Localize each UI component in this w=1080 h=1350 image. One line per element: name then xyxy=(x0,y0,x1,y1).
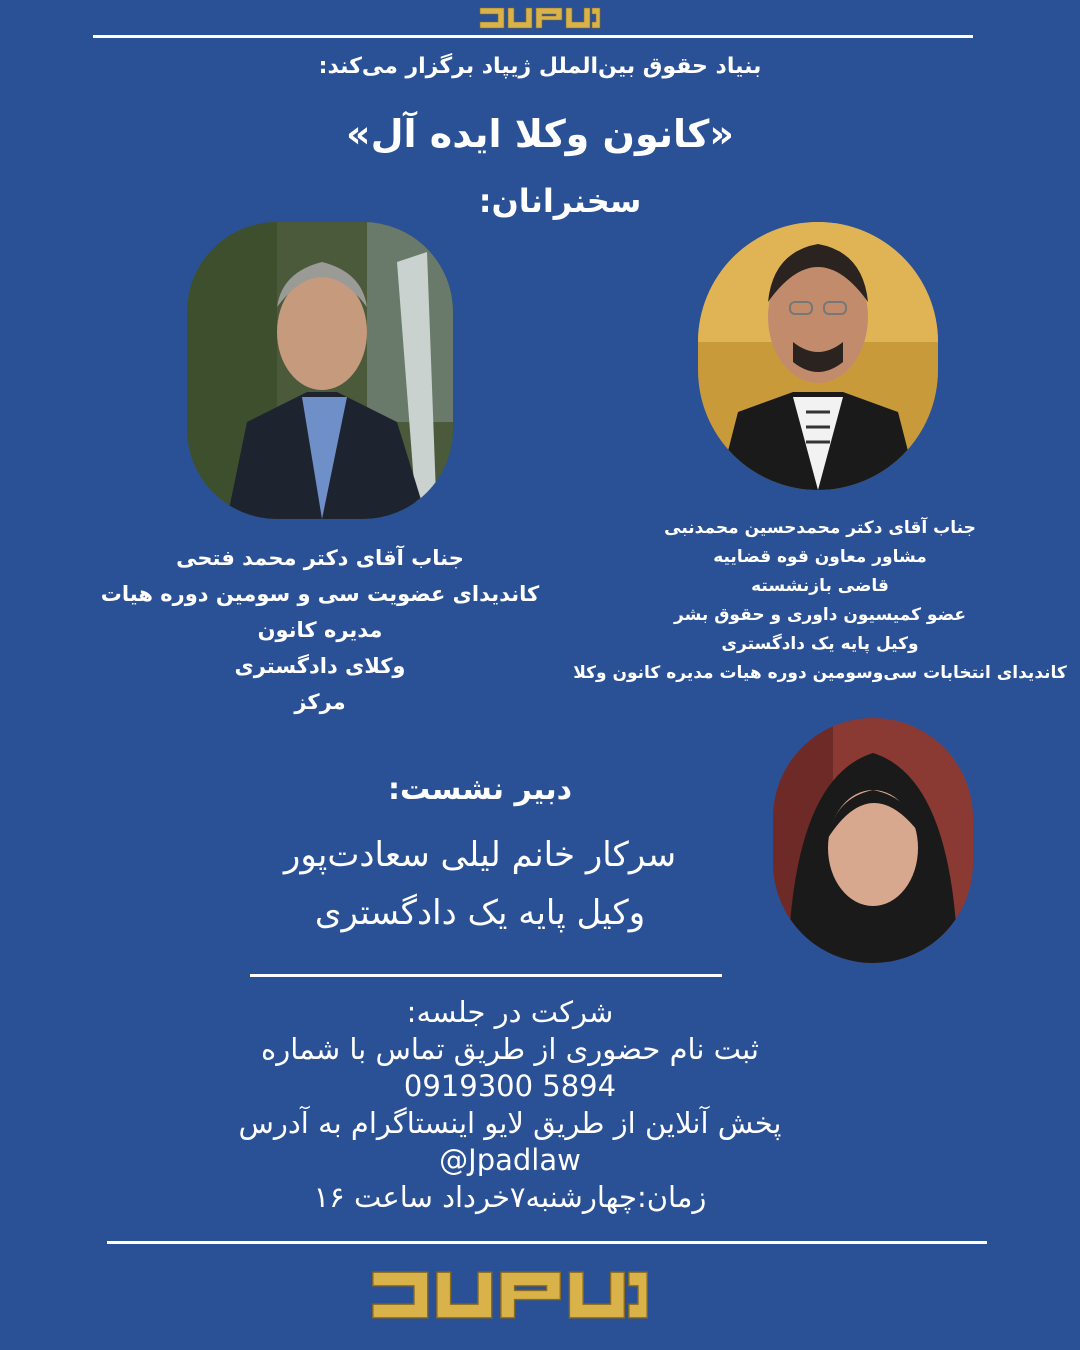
instagram-handle[interactable]: @Jpadlaw xyxy=(439,1143,581,1177)
participation-label: شرکت در جلسه: xyxy=(406,995,614,1029)
speaker-left-line: مرکز xyxy=(294,690,346,714)
online-text: پخش آنلاین از طریق لایو اینستاگرام به آدرس xyxy=(238,1106,782,1140)
event-title: «کانون وکلا ایده آل» xyxy=(346,112,734,156)
moderator-label: دبیر نشست: xyxy=(387,772,573,807)
speaker-right-line: عضو کمیسیون داوری و حقوق بشر xyxy=(674,605,966,625)
speaker-right-line: مشاور معاون قوه قضاییه xyxy=(713,547,927,567)
event-time: زمان:چهارشنبه۷خرداد ساعت ۱۶ xyxy=(313,1180,707,1214)
intro-text: بنیاد حقوق بین‌الملل ژیپاد برگزار می‌کند: xyxy=(318,54,762,79)
top-logo xyxy=(440,2,640,34)
speaker-right-line: جناب آقای دکتر محمدحسین محمدنبی xyxy=(664,518,976,538)
speaker-right-line: کاندیدای انتخابات سی‌وسومین دوره هیات مدیره کانون وکلا xyxy=(573,663,1067,683)
moderator-photo xyxy=(773,718,973,963)
participation-info xyxy=(170,994,850,1216)
speaker-right-line: قاضی بازنشسته xyxy=(751,576,889,596)
speaker-left-line: وکلای دادگستری xyxy=(234,654,406,678)
phone-number: 0919300 5894 xyxy=(403,1069,617,1103)
speakers-label: سخنرانان: xyxy=(478,182,642,220)
moderator-title: وکیل پایه یک دادگستری xyxy=(314,893,646,933)
speaker-left-photo xyxy=(187,222,453,519)
jpad-logo-icon xyxy=(478,4,602,32)
bottom-logo xyxy=(360,1260,660,1330)
middle-divider xyxy=(250,974,722,977)
speaker-right-photo xyxy=(698,222,938,490)
bottom-divider xyxy=(107,1241,987,1244)
speaker-right-details xyxy=(570,514,1070,688)
moderator-name: سرکار خانم لیلی سعادت‌پور xyxy=(283,835,677,875)
speaker-left-line: کاندیدای عضویت سی و سومین دوره هیات xyxy=(100,582,540,606)
speaker-left-line: جناب آقای دکتر محمد فتحی xyxy=(176,546,464,570)
speaker-left-details xyxy=(70,540,570,720)
moderator-block xyxy=(170,826,790,942)
speaker-left-line: مدیره کانون xyxy=(257,618,383,642)
speaker-right-line: وکیل پایه یک دادگستری xyxy=(721,634,919,654)
top-divider xyxy=(93,35,973,38)
jpad-logo-icon xyxy=(368,1263,652,1327)
registration-text: ثبت نام حضوری از طریق تماس با شماره xyxy=(261,1032,759,1066)
